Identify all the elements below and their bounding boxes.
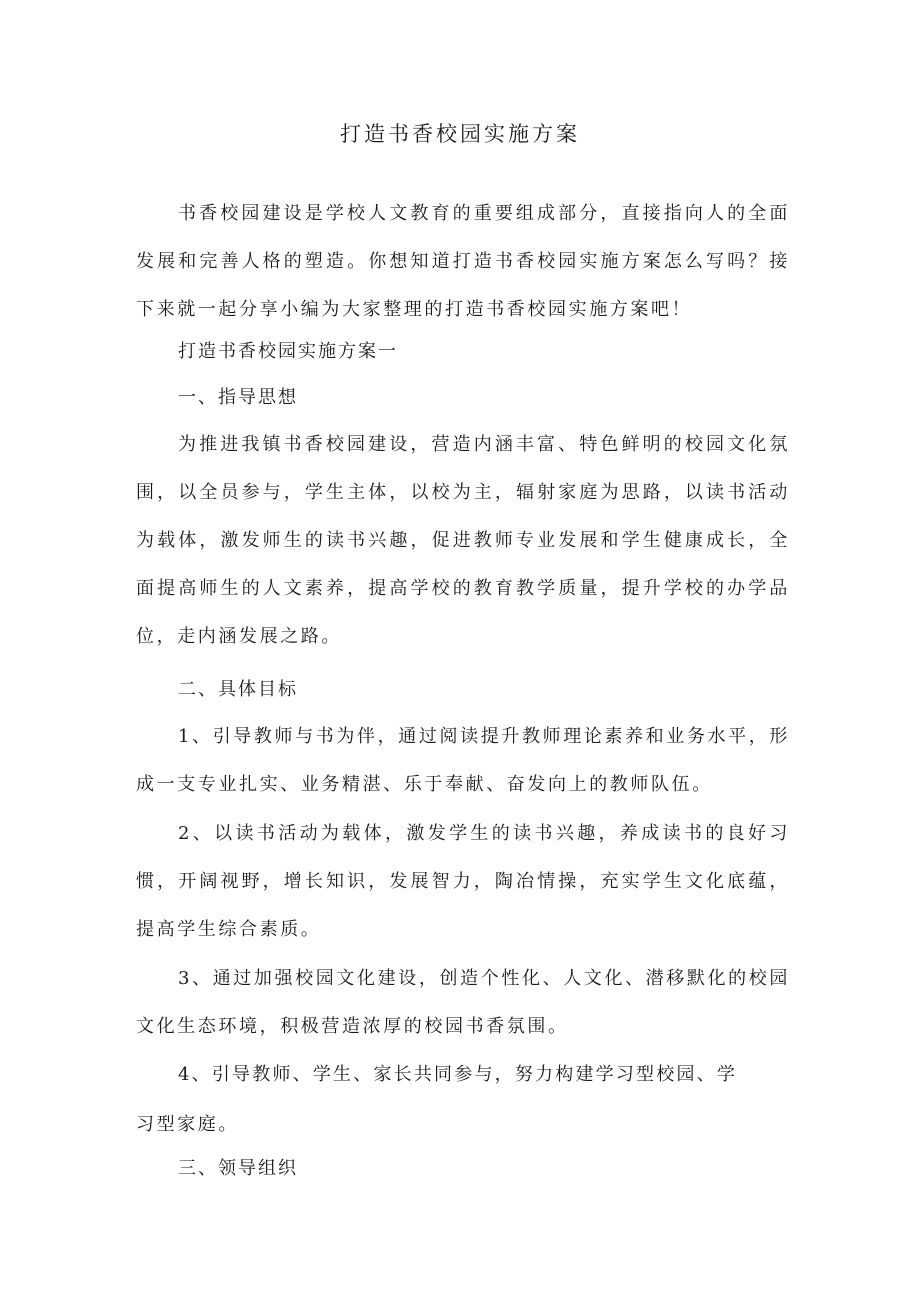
goal-3-paragraph: 3、通过加强校园文化建设，创造个性化、人文化、潜移默化的校园文化生态环境，积极营造浓厚的校园书香氛围。 (136, 968, 790, 1037)
goal-1-paragraph: 1、引导教师与书为伴，通过阅读提升教师理论素养和业务水平，形成一支专业扎实、业务精湛、乐于奉献、奋发向上的教师队伍。 (136, 726, 790, 795)
section1-heading: 一、指导思想 (178, 387, 298, 408)
goal-2-paragraph: 2、以读书活动为载体，激发学生的读书兴趣，养成读书的良好习惯，开阔视野，增长知识，发展智力，陶冶情操，充实学生文化底蕴，提高学生综合素质。 (136, 823, 790, 940)
goal-4-line-1: 4、引导教师、学生、家长共同参与，努力构建学习型校园、学 (178, 1064, 738, 1085)
section2-heading: 二、具体目标 (178, 679, 298, 700)
goal-4-line-2: 习型家庭。 (136, 1114, 239, 1135)
section1-body: 为推进我镇书香校园建设，营造内涵丰富、特色鲜明的校园文化氛围，以全员参与，学生主体，以校为主，辐射家庭为思路，以读书活动为载体，激发师生的读书兴趣，促进教师专业发展和学生健康成长，全面提高师生的人文素养，提高学校的教育教学质量，提升学校的办学品位，走内涵发展之路。 (136, 434, 790, 647)
subtitle-heading: 打造书香校园实施方案一 (178, 341, 398, 362)
section3-heading: 三、领导组织 (178, 1158, 298, 1179)
document-title: 打造书香校园实施方案 (340, 122, 580, 146)
intro-paragraph: 书香校园建设是学校人文教育的重要组成部分，直接指向人的全面发展和完善人格的塑造。你想知道打造书香校园实施方案怎么写吗？接下来就一起分享小编为大家整理的打造书香校园实施方案吧！ (136, 203, 790, 320)
